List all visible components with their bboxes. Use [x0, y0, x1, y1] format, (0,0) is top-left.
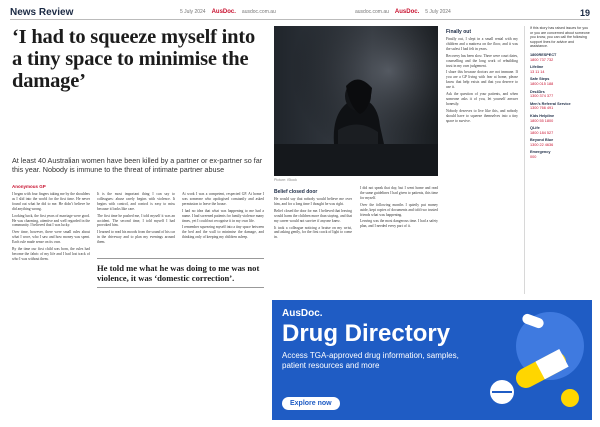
- section-name: News Review: [10, 7, 74, 18]
- help-intro: If this story has raised issues for you or you are concerned about someone you know, you can call the following support lines for advice and assistance.: [530, 26, 590, 49]
- help-phone-number[interactable]: 1800 55 1800: [530, 118, 554, 123]
- running-date-right: 5 July 2024: [425, 9, 451, 15]
- help-service-name: Emergency: [530, 150, 551, 155]
- help-entry: [530, 102, 590, 111]
- help-phone-number[interactable]: 1800 737 732: [530, 57, 554, 62]
- ad-cta-button[interactable]: Explore now: [282, 397, 340, 410]
- ad-subtitle: Access TGA-approved drug information, samples, patient resources and more: [282, 351, 459, 370]
- help-entry: [530, 150, 590, 159]
- help-phone-number[interactable]: 1300 22 4636: [530, 142, 554, 147]
- help-service-name: Kids Helpline: [530, 113, 555, 118]
- photo-caption: Picture: iStock: [274, 178, 297, 182]
- page-number: 19: [579, 7, 590, 18]
- help-entry: [530, 77, 590, 86]
- paragraph: I share this because doctors are not immune. If you are a GP living with fear at home, please know that help exists and that you deserve to use it.: [446, 70, 518, 90]
- body-column-1: [12, 192, 90, 420]
- ad-title: Drug Directory: [282, 320, 451, 347]
- help-entry: [530, 126, 590, 135]
- help-entry: [530, 114, 590, 123]
- help-phone-number[interactable]: 1800 015 188: [530, 81, 554, 86]
- paragraph: I learned to read his moods from the sound of his car in the driveway and to plan my evenings around them.: [97, 230, 175, 245]
- help-phone-number[interactable]: 1800 184 527: [530, 130, 554, 135]
- ad-brand-logo: AusDoc.: [282, 308, 323, 319]
- paragraph: I did not speak that day, but I went home and read the same guidelines I had given to patients, this time for myself.: [360, 186, 438, 200]
- body-column-5: [360, 186, 438, 294]
- article-headline: ‘I had to squeeze myself into a tiny space to minimise the damage’: [12, 26, 256, 92]
- help-entry: [530, 138, 590, 147]
- pills-illustration-icon: [462, 300, 592, 420]
- paragraph: Ask the question of your patients, and when someone asks it of you, let yourself answer honestly.: [446, 92, 518, 106]
- help-phone-number[interactable]: 1300 374 377: [530, 94, 554, 99]
- ad-text-block: [282, 308, 462, 414]
- help-service-name: Drs4Drs: [530, 89, 545, 94]
- paragraph: At work I was a competent, respected GP. At home I was someone who apologised constantly and asked permission to leave the house.: [182, 192, 264, 206]
- help-entry: [530, 90, 590, 99]
- paragraph: He would say that nobody would believe me over him, and for a long time I thought he was right.: [274, 197, 352, 206]
- body-column-2: [97, 192, 175, 420]
- body-column-6: [446, 26, 518, 294]
- running-date-left: 5 July 2024: [180, 9, 206, 15]
- help-service-name: Lifeline: [530, 65, 544, 70]
- paragraph: I began with four fingers taking me by the shoulders as I slid into the world for the first time. He never found out what he did to me. He didn’t believe he did anything wrong.: [12, 192, 90, 211]
- body-column-3: [182, 192, 264, 420]
- help-service-name: 1800RESPECT: [530, 52, 557, 57]
- paragraph: Nobody deserves to live like this, and nobody should have to squeeze themselves into a tiny space to survive.: [446, 108, 518, 123]
- paragraph: Finally out, I slept in a small rental with my children and a mattress on the floor, and it was the safest I had felt in years.: [446, 37, 518, 51]
- help-entry: [530, 53, 590, 62]
- subheading: Belief closed door: [274, 189, 318, 195]
- article-standfirst: At least 40 Australian women have been killed by a partner or ex-partner so far this year. Nobody is immune to the threat of intimate partner abuse: [12, 156, 263, 174]
- paragraph: Leaving was the most dangerous time. I had a safety plan, and I needed every part of it.: [360, 219, 438, 229]
- paragraph: Belief closed the door for me. I believed that leaving would harm the children more than staying, and that my career would not survive if anyone knew.: [274, 208, 352, 223]
- help-phone-number[interactable]: 13 11 14: [530, 69, 545, 74]
- paragraph: I had no idea that what was happening to me had a name. I had screened patients for family violence many times, yet I could not recognise it in my own life.: [182, 208, 264, 223]
- paragraph: Looking back, the first years of marriage were good. He was charming, attentive and well regarded in the community. I believed that I was lucky.: [12, 213, 90, 228]
- article-photo: [274, 26, 438, 176]
- help-service-name: Beyond Blue: [530, 138, 554, 143]
- help-phone-number[interactable]: 000: [530, 155, 537, 160]
- paragraph: It took a colleague noticing a bruise on my wrist, and asking gently, for the first crack of light to come in.: [274, 225, 352, 240]
- help-service-name: QLife: [530, 126, 540, 131]
- byline: [12, 184, 46, 189]
- woman-in-corner-image: [274, 26, 438, 176]
- help-phone-number[interactable]: 1300 766 491: [530, 106, 554, 111]
- help-entry: [530, 65, 590, 74]
- paragraph: I remember squeezing myself into a tiny space between the bed and the wall to minimise the damage, and thinking only of keeping my children asleep.: [182, 225, 264, 240]
- paragraph: The first time he pushed me, I told myself it was an accident. The second time, I told myself I had provoked him.: [97, 213, 175, 228]
- byline-author: Anonymous GP: [12, 184, 46, 189]
- paragraph: Over time, however, there were small rules about what I wore, who I saw and how money was spent. Each rule made sense on its own.: [12, 230, 90, 245]
- running-site-left[interactable]: ausdoc.com.au: [241, 9, 276, 15]
- paragraph: It is the most important thing I can say to colleagues: abuse rarely begins with violence. It begins with control, and control is easy to miss because it looks like care.: [97, 192, 175, 211]
- running-site-right[interactable]: ausdoc.com.au: [355, 9, 389, 15]
- paragraph: Recovery has been slow. There were court dates, counselling and the long work of rebuilding trust in my own judgement.: [446, 53, 518, 68]
- running-head-right: [355, 9, 451, 15]
- subheading: Finally out: [446, 29, 471, 35]
- paragraph: Over the following months I quietly put money aside, kept copies of documents and told two trusted friends what was happening.: [360, 202, 438, 217]
- page-header: [10, 6, 590, 20]
- brand-logo-right: AusDoc.: [394, 9, 420, 15]
- help-service-name: Men’s Referral Service: [530, 101, 571, 106]
- body-column-4: [274, 186, 352, 294]
- help-service-name: Safe Steps: [530, 77, 550, 82]
- brand-logo-left: AusDoc.: [211, 9, 236, 15]
- paragraph: By the time our first child was born, the rules had become the fabric of my life and I had lost track of who I was without them.: [12, 247, 90, 261]
- running-head-left: [180, 9, 276, 15]
- help-sidebar: [524, 26, 590, 294]
- pull-quote: He told me what he was doing to me was not violence, it was ‘domestic correction’.: [97, 258, 264, 288]
- drug-directory-ad[interactable]: [272, 300, 592, 420]
